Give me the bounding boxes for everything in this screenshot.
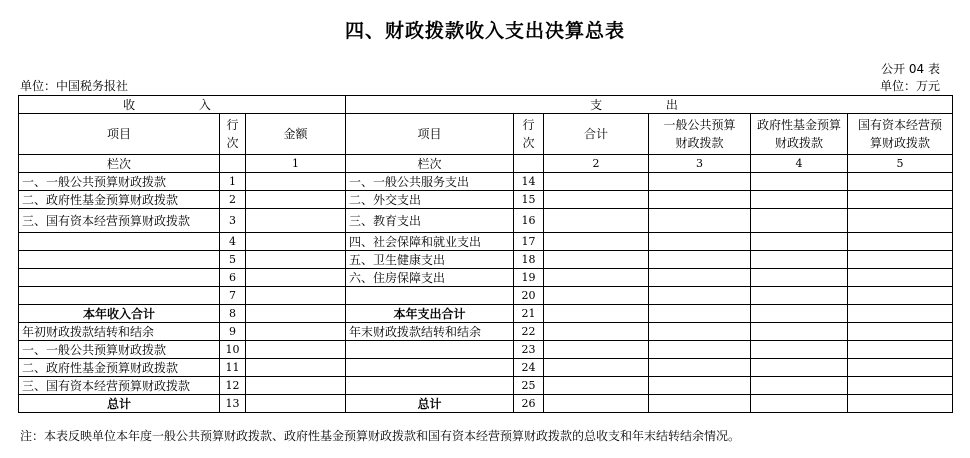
appropriation-summary-table [18,95,953,413]
header-amount: 金额 [246,114,346,155]
expense-line-no: 21 [514,305,544,323]
income-total-label: 总计 [19,395,220,413]
header-row-section [19,96,953,114]
column-index-1: 1 [246,155,346,173]
income-item [19,251,220,269]
expense-item: 四、社会保障和就业支出 [346,233,514,251]
income-amount [246,209,346,233]
expense-item [346,377,514,395]
expense-item [346,341,514,359]
expense-line-no: 23 [514,341,544,359]
form-number: 公开 04 表 [881,62,940,76]
expense-section-header: 支 出 [346,96,953,114]
column-index-5: 5 [848,155,953,173]
table-row [19,287,953,305]
expense-line-no: 26 [514,395,544,413]
table-row-subtotal [19,305,953,323]
header-row-columns [19,114,953,155]
header-fund-budget: 政府性基金预算财政拨款 [751,114,848,155]
column-index-3: 3 [649,155,751,173]
table-row [19,323,953,341]
expense-line-no: 25 [514,377,544,395]
expense-item [346,287,514,305]
expense-item: 一、一般公共服务支出 [346,173,514,191]
header-expense-line-no: 行次 [514,114,544,155]
table-row [19,359,953,377]
table-row [19,209,953,233]
expense-line-no: 22 [514,323,544,341]
income-amount [246,377,346,395]
income-amount [246,269,346,287]
income-line-no: 7 [220,287,246,305]
income-amount [246,233,346,251]
expense-line-no: 15 [514,191,544,209]
income-amount [246,305,346,323]
currency-unit: 单位：万元 [879,79,940,93]
income-line-no: 8 [220,305,246,323]
column-index-2: 2 [544,155,649,173]
header-total: 合计 [544,114,649,155]
income-line-no: 6 [220,269,246,287]
income-item [19,233,220,251]
expense-item: 年末财政拨款结转和结余 [346,323,514,341]
income-item: 三、国有资本经营预算财政拨款 [19,377,220,395]
expense-line-no: 18 [514,251,544,269]
expense-item: 六、住房保障支出 [346,269,514,287]
table-row [19,191,953,209]
table-row [19,341,953,359]
income-item: 一、一般公共预算财政拨款 [19,341,220,359]
income-line-no: 11 [220,359,246,377]
column-label-2: 栏次 [346,155,514,173]
income-line-no: 3 [220,209,246,233]
income-amount [246,191,346,209]
income-amount [246,323,346,341]
income-amount [246,251,346,269]
income-item: 年初财政拨款结转和结余 [19,323,220,341]
income-amount [246,341,346,359]
income-line-no: 12 [220,377,246,395]
expense-subtotal-label: 本年支出合计 [346,305,514,323]
table-row [19,377,953,395]
income-line-no: 5 [220,251,246,269]
income-amount [246,287,346,305]
income-item [19,287,220,305]
income-item: 一、一般公共预算财政拨款 [19,173,220,191]
table-row [19,251,953,269]
income-line-no: 9 [220,323,246,341]
expense-line-no: 20 [514,287,544,305]
income-line-no: 4 [220,233,246,251]
income-line-no: 1 [220,173,246,191]
income-amount [246,173,346,191]
column-index-4: 4 [751,155,848,173]
reporting-unit: 单位：中国税务报社 [20,79,129,93]
income-subtotal-label: 本年收入合计 [19,305,220,323]
expense-item: 三、教育支出 [346,209,514,233]
expense-item: 五、卫生健康支出 [346,251,514,269]
expense-line-no: 17 [514,233,544,251]
income-line-no: 2 [220,191,246,209]
expense-line-no: 14 [514,173,544,191]
footnote: 注：本表反映单位本年度一般公共预算财政拨款、政府性基金预算财政拨款和国有资本经营预算财政拨款的总收支和年末结转结余情况。 [20,429,741,443]
page-title: 四、财政拨款收入支出决算总表 [344,20,625,42]
income-item: 三、国有资本经营预算财政拨款 [19,209,220,233]
header-expense-item: 项目 [346,114,514,155]
expense-item: 二、外交支出 [346,191,514,209]
table-row [19,233,953,251]
income-amount [246,395,346,413]
table-row-total [19,395,953,413]
column-label: 栏次 [19,155,220,173]
column-index-row [19,155,953,173]
income-line-no: 10 [220,341,246,359]
expense-line-no: 19 [514,269,544,287]
table-row [19,269,953,287]
table-row [19,173,953,191]
income-amount [246,359,346,377]
income-line-no: 13 [220,395,246,413]
header-general-budget: 一般公共预算财政拨款 [649,114,751,155]
income-item: 二、政府性基金预算财政拨款 [19,191,220,209]
income-item: 二、政府性基金预算财政拨款 [19,359,220,377]
expense-total-label: 总计 [346,395,514,413]
income-section-header: 收 入 [19,96,346,114]
expense-line-no: 16 [514,209,544,233]
expense-line-no: 24 [514,359,544,377]
header-income-item: 项目 [19,114,220,155]
header-state-capital: 国有资本经营预算财政拨款 [848,114,953,155]
expense-item [346,359,514,377]
income-item [19,269,220,287]
header-income-line-no: 行次 [220,114,246,155]
